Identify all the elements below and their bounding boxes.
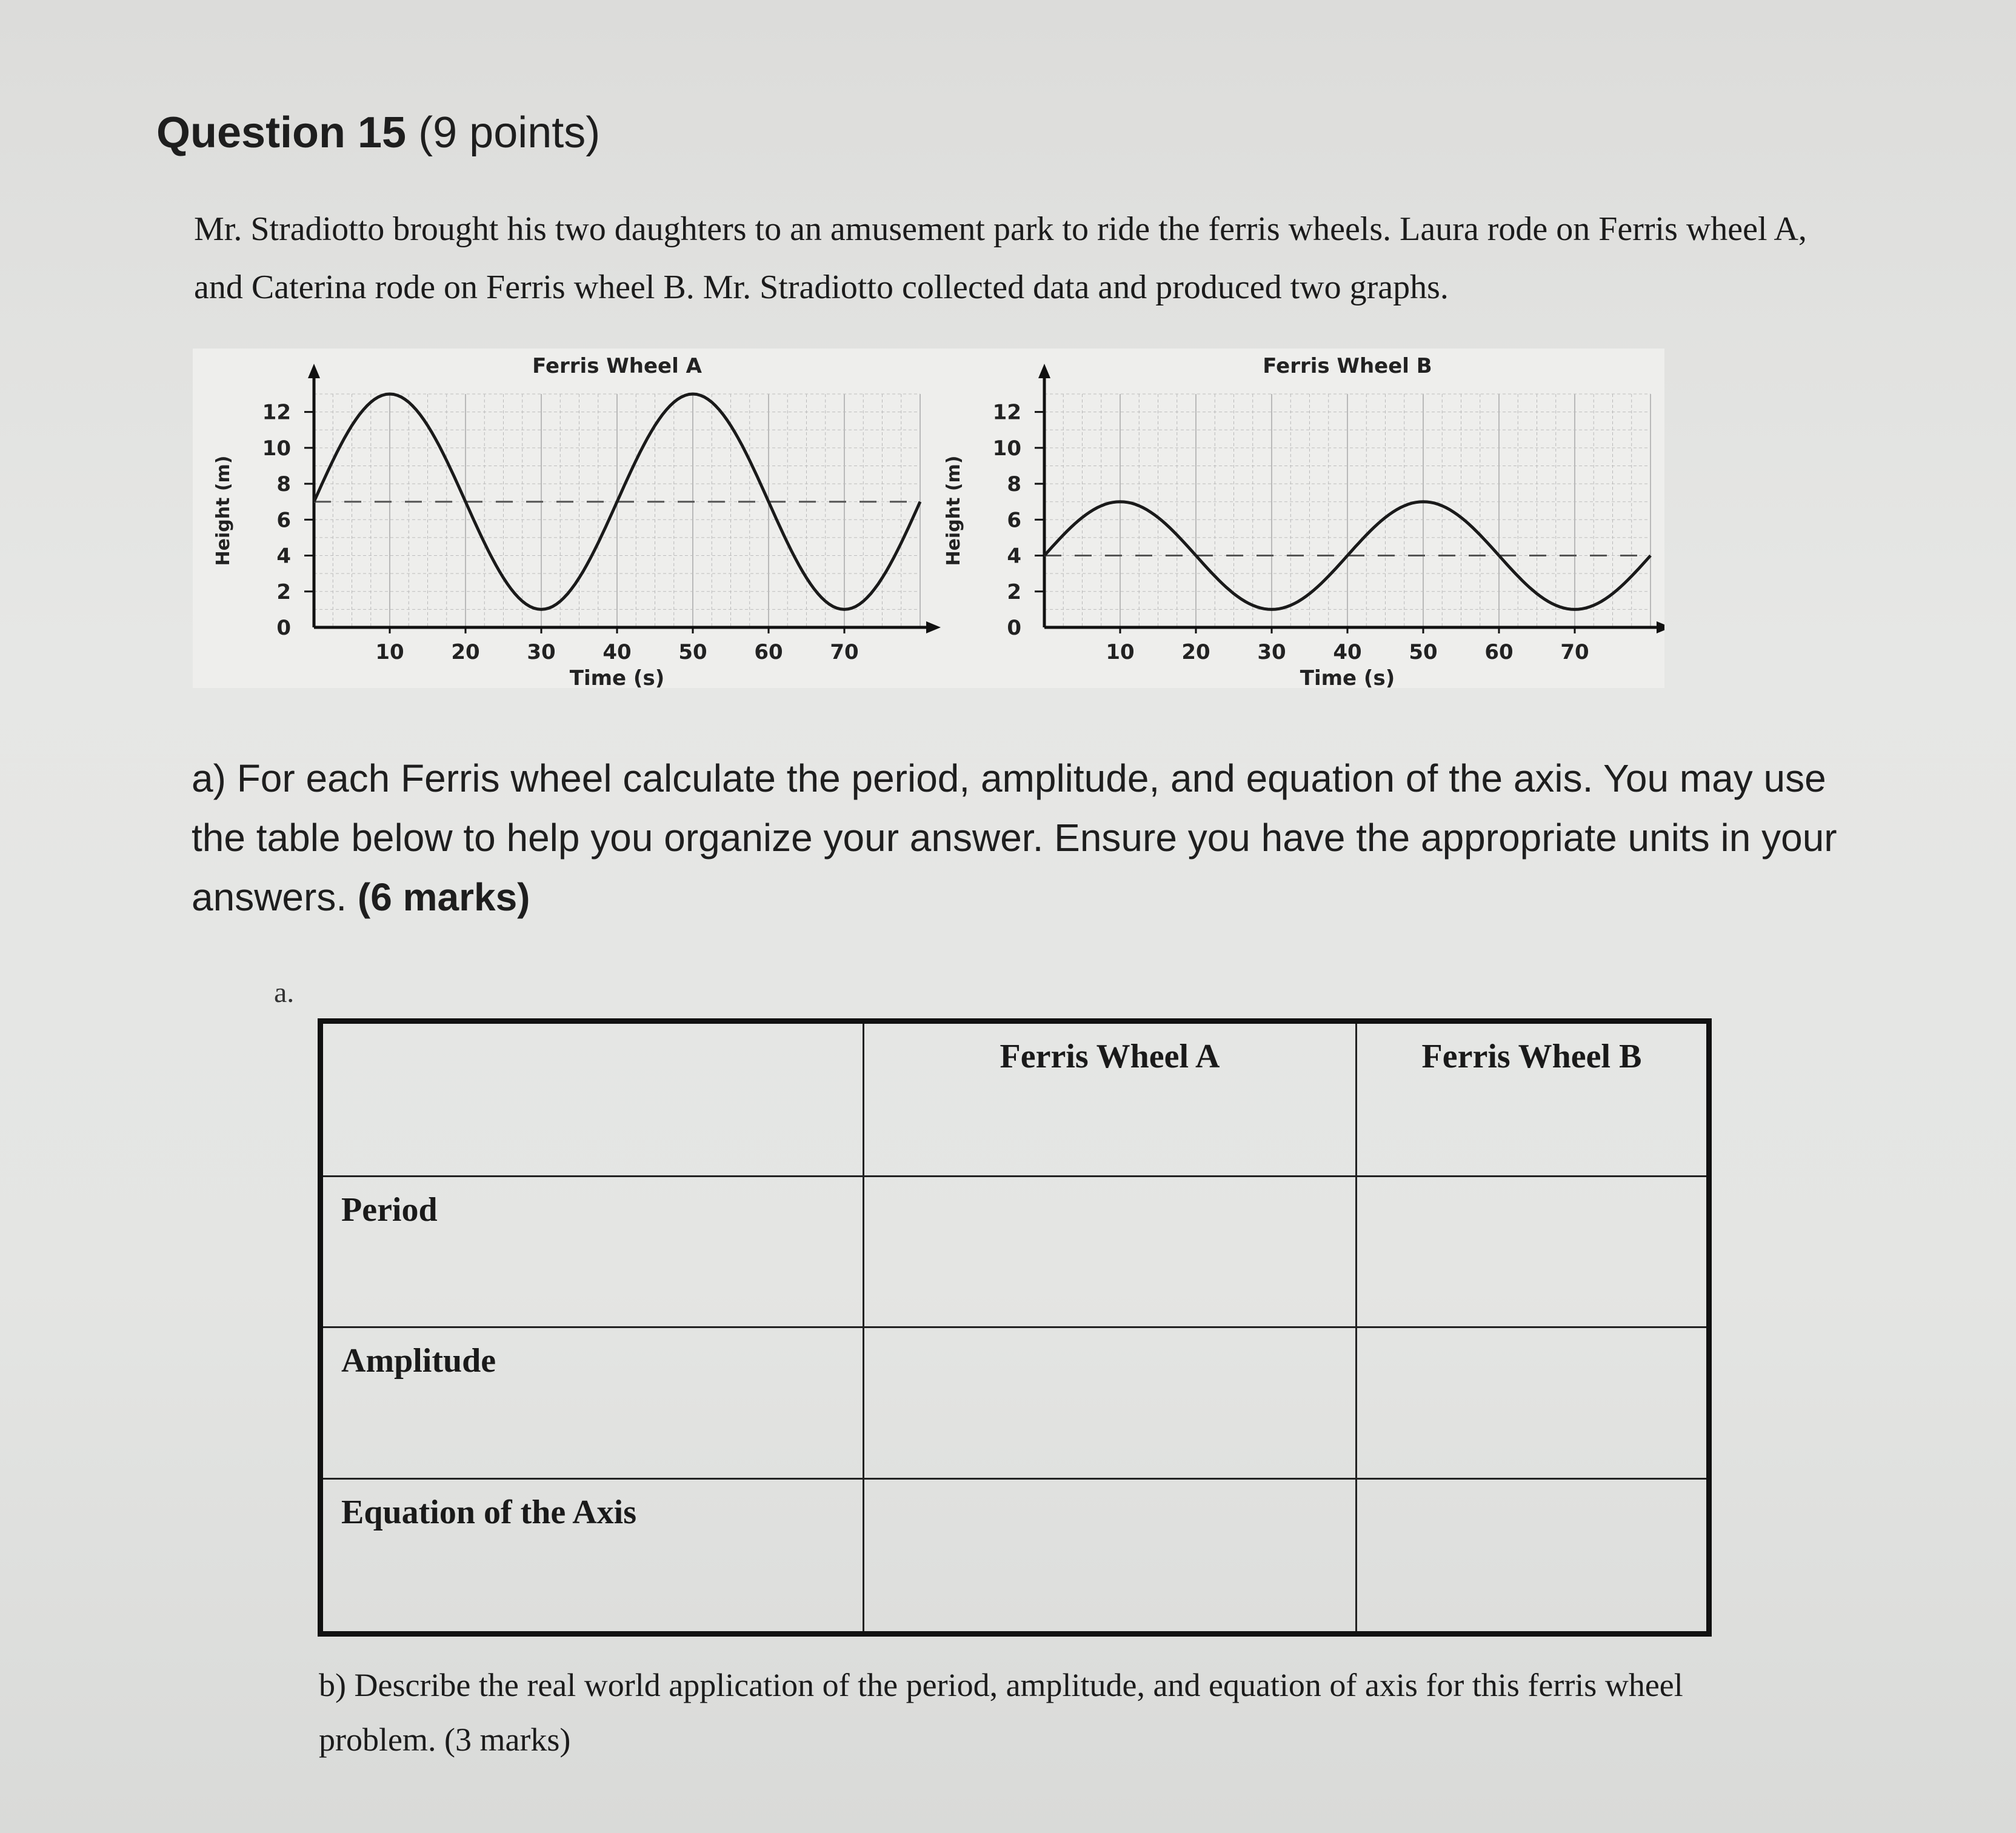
table-header-wheel-b: Ferris Wheel B [1357,1021,1709,1177]
part-a-marks: (6 marks) [357,875,530,919]
y-tick-label: 10 [992,436,1021,461]
x-tick-label: 20 [1181,640,1210,664]
x-tick-label: 20 [451,640,480,664]
x-tick-label: 30 [527,640,556,664]
y-tick-label: 6 [1007,508,1021,533]
cell-period-b[interactable] [1357,1177,1709,1327]
y-tick-label: 8 [276,472,291,497]
x-tick-label: 10 [375,640,404,664]
chart-title: Ferris Wheel B [1263,354,1432,378]
x-axis-arrow [926,621,941,633]
y-axis-label: Height (m) [943,455,964,566]
part-a-prompt [192,749,1840,927]
y-tick-label: 12 [262,400,291,425]
cell-period-a[interactable] [864,1177,1357,1327]
y-tick-label: 4 [1007,544,1021,569]
question-title [156,108,600,158]
part-a-text: a) For each Ferris wheel calculate the period, amplitude, and equation of the axis. You may use the table below to help you organize your answer. Ensure you have the appropriate units in your answers. [192,756,1837,919]
question-points: (9 points) [418,109,601,157]
charts-svg [193,349,1664,688]
x-tick-label: 50 [678,640,707,664]
question-intro: Mr. Stradiotto brought his two daughters to an amusement park to ride the ferris wheels. Laura rode on Ferris wheel A, and Caterina rode on Ferris wheel B. Mr. Stradiotto collected data and produced two graphs. [194,210,1807,306]
x-tick-label: 50 [1409,640,1438,664]
y-axis-label: Height (m) [213,455,234,566]
y-tick-label: 2 [276,579,291,604]
cell-amplitude-a[interactable] [864,1327,1357,1478]
y-tick-label: 10 [262,436,291,461]
x-tick-label: 70 [830,640,859,664]
x-tick-label: 60 [754,640,783,664]
row-label-period: Period [321,1177,864,1327]
x-axis-label: Time (s) [569,666,665,688]
x-tick-label: 30 [1257,640,1286,664]
table-row [321,1327,1709,1478]
y-tick-label: 4 [276,544,291,569]
x-axis-arrow [1657,621,1664,633]
chart-panel [193,349,1664,688]
table-header-empty [321,1021,864,1177]
cell-axis-a[interactable] [864,1478,1357,1634]
cell-axis-b[interactable] [1357,1478,1709,1634]
chart-wheel-a [213,354,941,688]
x-axis-label: Time (s) [1300,666,1395,688]
part-b-prompt: b) Describe the real world application of the period, amplitude, and equation of axis for this ferris wheel problem. (3 marks) [319,1667,1683,1758]
table-header-row [321,1021,1709,1177]
x-tick-label: 40 [1333,640,1362,664]
question-number: Question 15 [156,109,407,157]
row-label-amplitude: Amplitude [321,1327,864,1478]
chart-title: Ferris Wheel A [532,354,702,378]
table-header-wheel-a: Ferris Wheel A [864,1021,1357,1177]
y-axis-arrow [1038,364,1050,378]
y-tick-label: 8 [1007,472,1021,497]
table-row [321,1177,1709,1327]
y-tick-label: 2 [1007,579,1021,604]
cell-amplitude-b[interactable] [1357,1327,1709,1478]
answer-table [318,1018,1712,1637]
y-tick-label: 12 [992,400,1021,425]
x-tick-label: 10 [1106,640,1135,664]
x-tick-label: 70 [1560,640,1589,664]
sub-question-label: a. [274,977,295,1009]
x-tick-label: 40 [602,640,632,664]
y-tick-label: 0 [1007,616,1021,640]
y-axis-arrow [308,364,320,378]
chart-wheel-b [943,354,1664,688]
x-tick-label: 60 [1484,640,1514,664]
row-label-axis: Equation of the Axis [321,1478,864,1634]
y-tick-label: 0 [276,616,291,640]
table-row [321,1478,1709,1634]
y-tick-label: 6 [276,508,291,533]
